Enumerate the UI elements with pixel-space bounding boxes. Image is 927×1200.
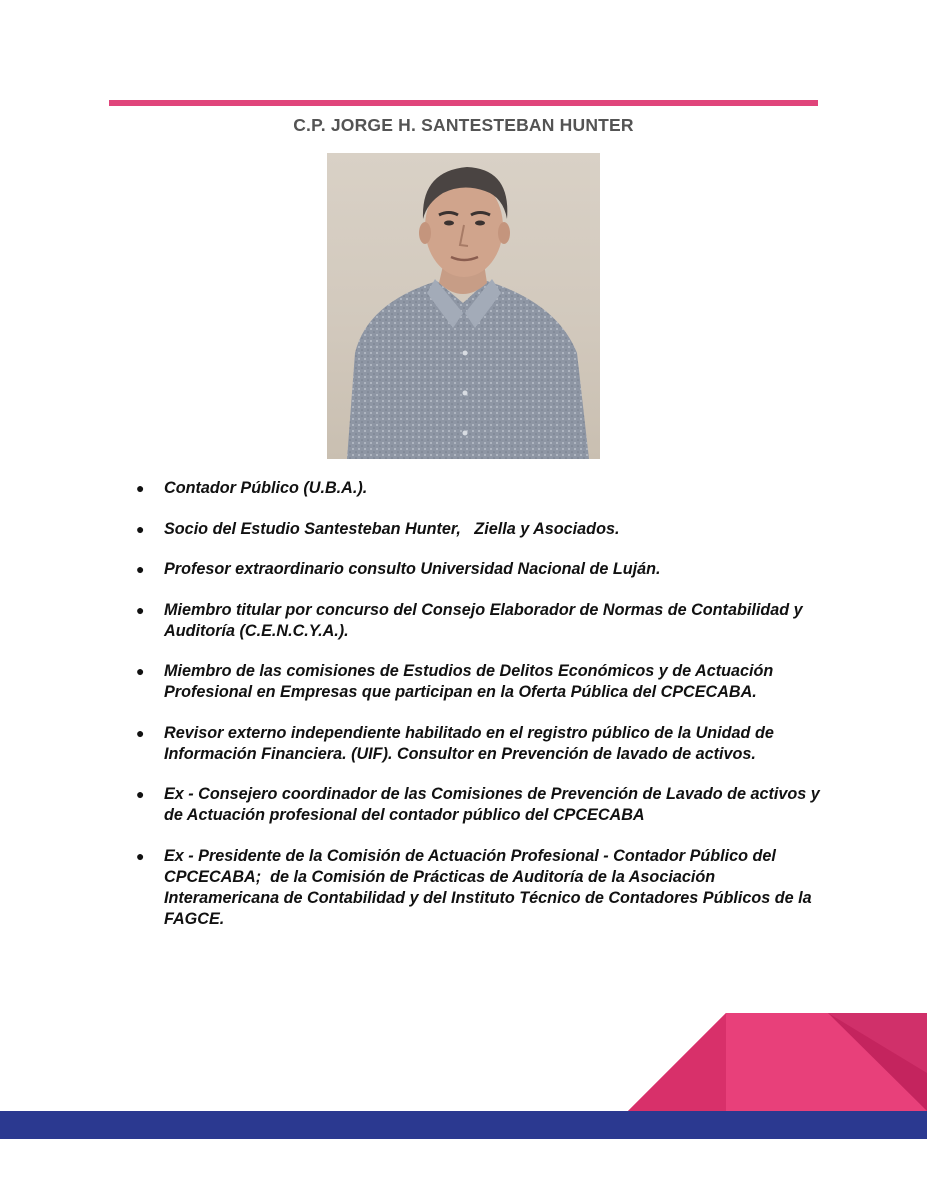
portrait-illustration (327, 153, 600, 459)
bio-item-text: Contador Público (U.B.A.). (164, 479, 368, 497)
bullet-icon: ● (136, 847, 145, 864)
bio-item (136, 661, 826, 703)
footer-band (0, 1111, 927, 1139)
bio-item-text: Profesor extraordinario consulto Universidad Nacional de Luján. (164, 560, 661, 578)
bullet-icon: ● (136, 480, 145, 496)
bio-item (136, 784, 826, 826)
bullet-icon: ● (136, 786, 145, 802)
bio-item (136, 478, 826, 499)
bio-item (136, 559, 826, 580)
bullet-icon: ● (136, 663, 145, 679)
bio-item-text: Ex - Presidente de la Comisión de Actuación Profesional - Contador Público del CPCECABA; de la Comisión de Prácticas de Auditoría de la Asociación Interamericana de Contabilidad y del Instituto Técnico de Contadores Públicos de la FAGCE. (164, 846, 817, 928)
bio-item (136, 723, 826, 765)
bio-item-text: Miembro titular por concurso del Consejo Elaborador de Normas de Contabilidad y Auditoría (C.E.N.C.Y.A.). (164, 600, 803, 640)
bio-item (136, 846, 826, 930)
bio-item-text: Miembro de las comisiones de Estudios de Delitos Económicos y de Actuación Profesional en Empresas que participan en la Oferta Pública del CPCECABA. (164, 662, 774, 701)
bullet-icon: ● (136, 561, 145, 577)
bullet-icon: ● (136, 724, 145, 741)
portrait-photo (327, 153, 600, 459)
bio-item (136, 600, 826, 642)
top-accent-rule (109, 100, 818, 106)
bio-item-text: Revisor externo independiente habilitado en el registro público de la Unidad de Información Financiera. (UIF). Consultor en Prevención de lavado de activos. (164, 723, 774, 763)
bullet-icon: ● (136, 601, 145, 618)
bio-item (136, 519, 826, 540)
corner-decoration (628, 1013, 927, 1111)
bio-list (136, 478, 826, 949)
bullet-icon: ● (136, 520, 145, 537)
bio-item-text: Ex - Consejero coordinador de las Comisiones de Prevención de Lavado de activos y de Actuación profesional del contador público del CPCECABA (164, 785, 820, 824)
page-title: C.P. JORGE H. SANTESTEBAN HUNTER (293, 115, 634, 135)
bio-item-text: Socio del Estudio Santesteban Hunter, Ziella y Asociados. (164, 519, 620, 538)
